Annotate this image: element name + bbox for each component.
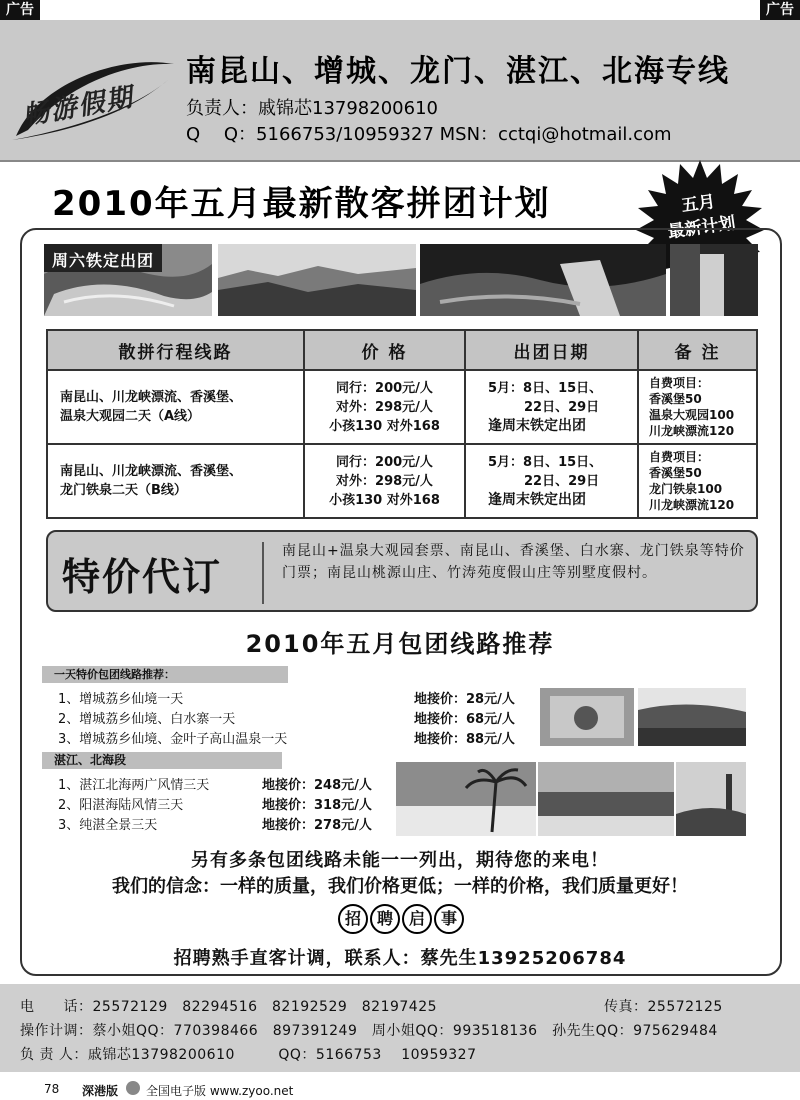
- footer-fax: 传真：25572125: [604, 999, 723, 1015]
- logo: [8, 44, 176, 144]
- page-edition: 深港版: [82, 1084, 119, 1098]
- date-cell: 5月：8日、15日、 22日、29日 逢周末铁定出团: [465, 444, 638, 518]
- logo-text: 畅游假期: [20, 82, 137, 132]
- recruit-badge-char: 聘: [370, 904, 400, 934]
- price-cell: 同行：200元/人 对外：298元/人 小孩130 对外168: [304, 444, 465, 518]
- photo-waterfall-river: [420, 244, 666, 316]
- page-site: 全国电子版 www.zyoo.net: [146, 1084, 294, 1098]
- publisher-logo-icon: [126, 1081, 140, 1095]
- notice-slogan: 我们的信念：一样的质量，我们价格更低；一样的价格，我们质量更好！: [112, 876, 688, 897]
- recruit-text: 招聘熟手直客计调，联系人：蔡先生13925206784: [173, 948, 627, 969]
- footer-operators: 操作计调：蔡小姐QQ：770398466 897391249 周小姐QQ：993518136 孙先生QQ：975629484: [20, 1023, 718, 1039]
- list-item-price: 地接价：248元/人: [262, 778, 372, 793]
- page-footer: [0, 1076, 800, 1100]
- header-date: 出团日期: [465, 330, 638, 370]
- footer-manager: 负 责 人：戚锦芯13798200610 QQ：5166753 10959327: [20, 1047, 477, 1063]
- page-number: 78: [44, 1082, 60, 1096]
- photo-waterfall: [670, 244, 758, 316]
- recruit-badge-char: 启: [402, 904, 432, 934]
- list-item: 3、增城荔乡仙境、金叶子高山温泉一天: [58, 732, 288, 747]
- photo-lighthouse: [676, 762, 746, 836]
- header-banner: [0, 20, 800, 162]
- route-cell: 南昆山、川龙峡漂流、香溪堡、 龙门铁泉二天（B线）: [47, 444, 304, 518]
- route-cell: 南昆山、川龙峡漂流、香溪堡、 温泉大观园二天（A线）: [47, 370, 304, 444]
- plan-title: 2010年五月最新散客拼团计划: [52, 184, 551, 224]
- list-item: 3、纯湛全景三天: [58, 818, 158, 833]
- special-offer-text: 南昆山+温泉大观园套票、南昆山、香溪堡、白水寨、龙门铁泉等特价门票；南昆山桃源山庄、竹涛苑度假山庄等别墅度假村。: [282, 543, 745, 581]
- contact-qq-msn: Q Q：5166753/10959327 MSN：cctqi@hotmail.com: [186, 124, 672, 145]
- notice-more-routes: 另有多条包团线路未能一一列出，期待您的来电！: [191, 850, 609, 871]
- header-title: 南昆山、增城、龙门、湛江、北海专线: [186, 54, 730, 89]
- starburst-badge-text: 五月 最新计划: [666, 191, 737, 243]
- list-item: 1、增城荔乡仙境一天: [58, 692, 184, 707]
- photo-sea-shore: [538, 762, 674, 836]
- route-table-header: [47, 330, 757, 370]
- list-item-price: 地接价：28元/人: [414, 692, 515, 707]
- photo-beach-palm: [396, 762, 536, 836]
- section-title-one-day: 一天特价包团线路推荐：: [42, 666, 288, 683]
- header-route: 散拼行程线路: [47, 330, 304, 370]
- photo-lake: [638, 688, 746, 746]
- list-item: 2、增城荔乡仙境、白水寨一天: [58, 712, 236, 727]
- route-table: [46, 329, 758, 519]
- divider: [262, 542, 264, 604]
- photo-label: 周六铁定出团: [44, 244, 162, 272]
- footer-contact: [0, 984, 800, 1072]
- price-cell: 同行：200元/人 对外：298元/人 小孩130 对外168: [304, 370, 465, 444]
- list-item-price: 地接价：88元/人: [414, 732, 515, 747]
- list-item-price: 地接价：68元/人: [414, 712, 515, 727]
- note-cell: 自费项目： 香溪堡50 龙门铁泉100 川龙峡漂流120: [638, 444, 757, 518]
- note-cell: 自费项目： 香溪堡50 温泉大观园100 川龙峡漂流120: [638, 370, 757, 444]
- photo-mountains: [218, 244, 416, 316]
- list-item: 2、阳湛海陆风情三天: [58, 798, 184, 813]
- section-title-zhanjiang: 湛江、北海段: [42, 752, 282, 769]
- list-item-price: 地接价：278元/人: [262, 818, 372, 833]
- photo-hot-spring: [540, 688, 634, 746]
- ad-tag-left: 广告: [0, 0, 40, 20]
- table-row: [47, 444, 757, 518]
- ad-tag-right: 广告: [760, 0, 800, 20]
- header-price: 价 格: [304, 330, 465, 370]
- list-item: 1、湛江北海两广风情三天: [58, 778, 210, 793]
- contact-manager: 负责人：戚锦芯13798200610: [186, 98, 438, 119]
- footer-phone: 电 话：25572129 82294516 82192529 82197425: [20, 999, 438, 1015]
- recruit-badge-char: 招: [338, 904, 368, 934]
- header-note: 备 注: [638, 330, 757, 370]
- list-item-price: 地接价：318元/人: [262, 798, 372, 813]
- table-row: [47, 370, 757, 444]
- recruit-badge-char: 事: [434, 904, 464, 934]
- group-tour-title: 2010年五月包团线路推荐: [245, 630, 555, 658]
- special-offer-title: 特价代订: [62, 554, 223, 599]
- date-cell: 5月：8日、15日、 22日、29日 逢周末铁定出团: [465, 370, 638, 444]
- special-offer-box: [46, 530, 758, 612]
